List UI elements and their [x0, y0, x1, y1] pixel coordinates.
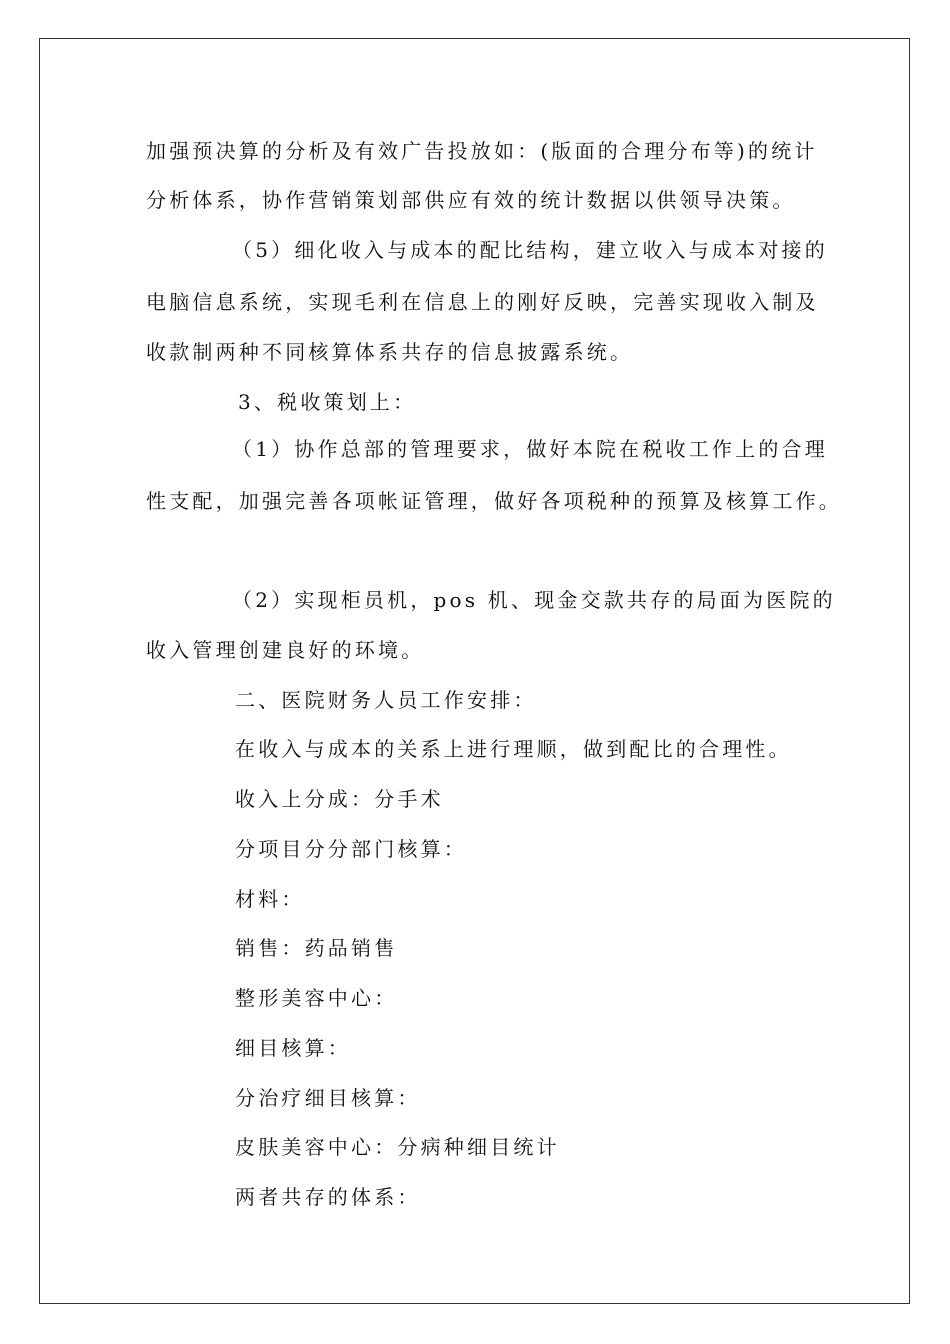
section-heading-staff: 二、医院财务人员工作安排：: [235, 688, 537, 712]
paragraph-2-line-2: 电脑信息系统，实现毛利在信息上的刚好反映，完善实现收入制及: [146, 290, 819, 314]
item-line-7: 细目核算：: [235, 1036, 351, 1060]
paragraph-1-line-2: 分析体系，协作营销策划部供应有效的统计数据以供领导决策。: [146, 188, 796, 212]
item-line-8: 分治疗细目核算：: [235, 1086, 421, 1110]
paragraph-4-line-1: （1）协作总部的管理要求，做好本院在税收工作上的合理: [232, 437, 828, 461]
paragraph-4-line-2: 性支配，加强完善各项帐证管理，做好各项税种的预算及核算工作。: [146, 489, 842, 513]
paragraph-2-line-3: 收款制两种不同核算体系共存的信息披露系统。: [146, 340, 634, 364]
paragraph-5-line-1: （2）实现柜员机，pos 机、现金交款共存的局面为医院的: [232, 588, 836, 612]
item-line-2: 收入上分成：分手术: [235, 787, 444, 811]
item-line-4: 材料：: [235, 887, 305, 911]
item-line-3: 分项目分分部门核算：: [235, 837, 467, 861]
item-line-6: 整形美容中心：: [235, 986, 398, 1010]
paragraph-1-line-1: 加强预决算的分析及有效广告投放如：(版面的合理分布等)的统计: [146, 139, 818, 163]
paragraph-5-line-2: 收入管理创建良好的环境。: [146, 638, 425, 662]
item-line-10: 两者共存的体系：: [235, 1185, 421, 1209]
item-line-1: 在收入与成本的关系上进行理顺，做到配比的合理性。: [235, 737, 792, 761]
item-line-9: 皮肤美容中心：分病种细目统计: [235, 1135, 560, 1159]
paragraph-2-line-1: （5）细化收入与成本的配比结构，建立收入与成本对接的: [232, 238, 828, 262]
page-border: [39, 38, 910, 1304]
section-heading-tax: 3、税收策划上：: [238, 390, 417, 414]
item-line-5: 销售：药品销售: [235, 936, 398, 960]
